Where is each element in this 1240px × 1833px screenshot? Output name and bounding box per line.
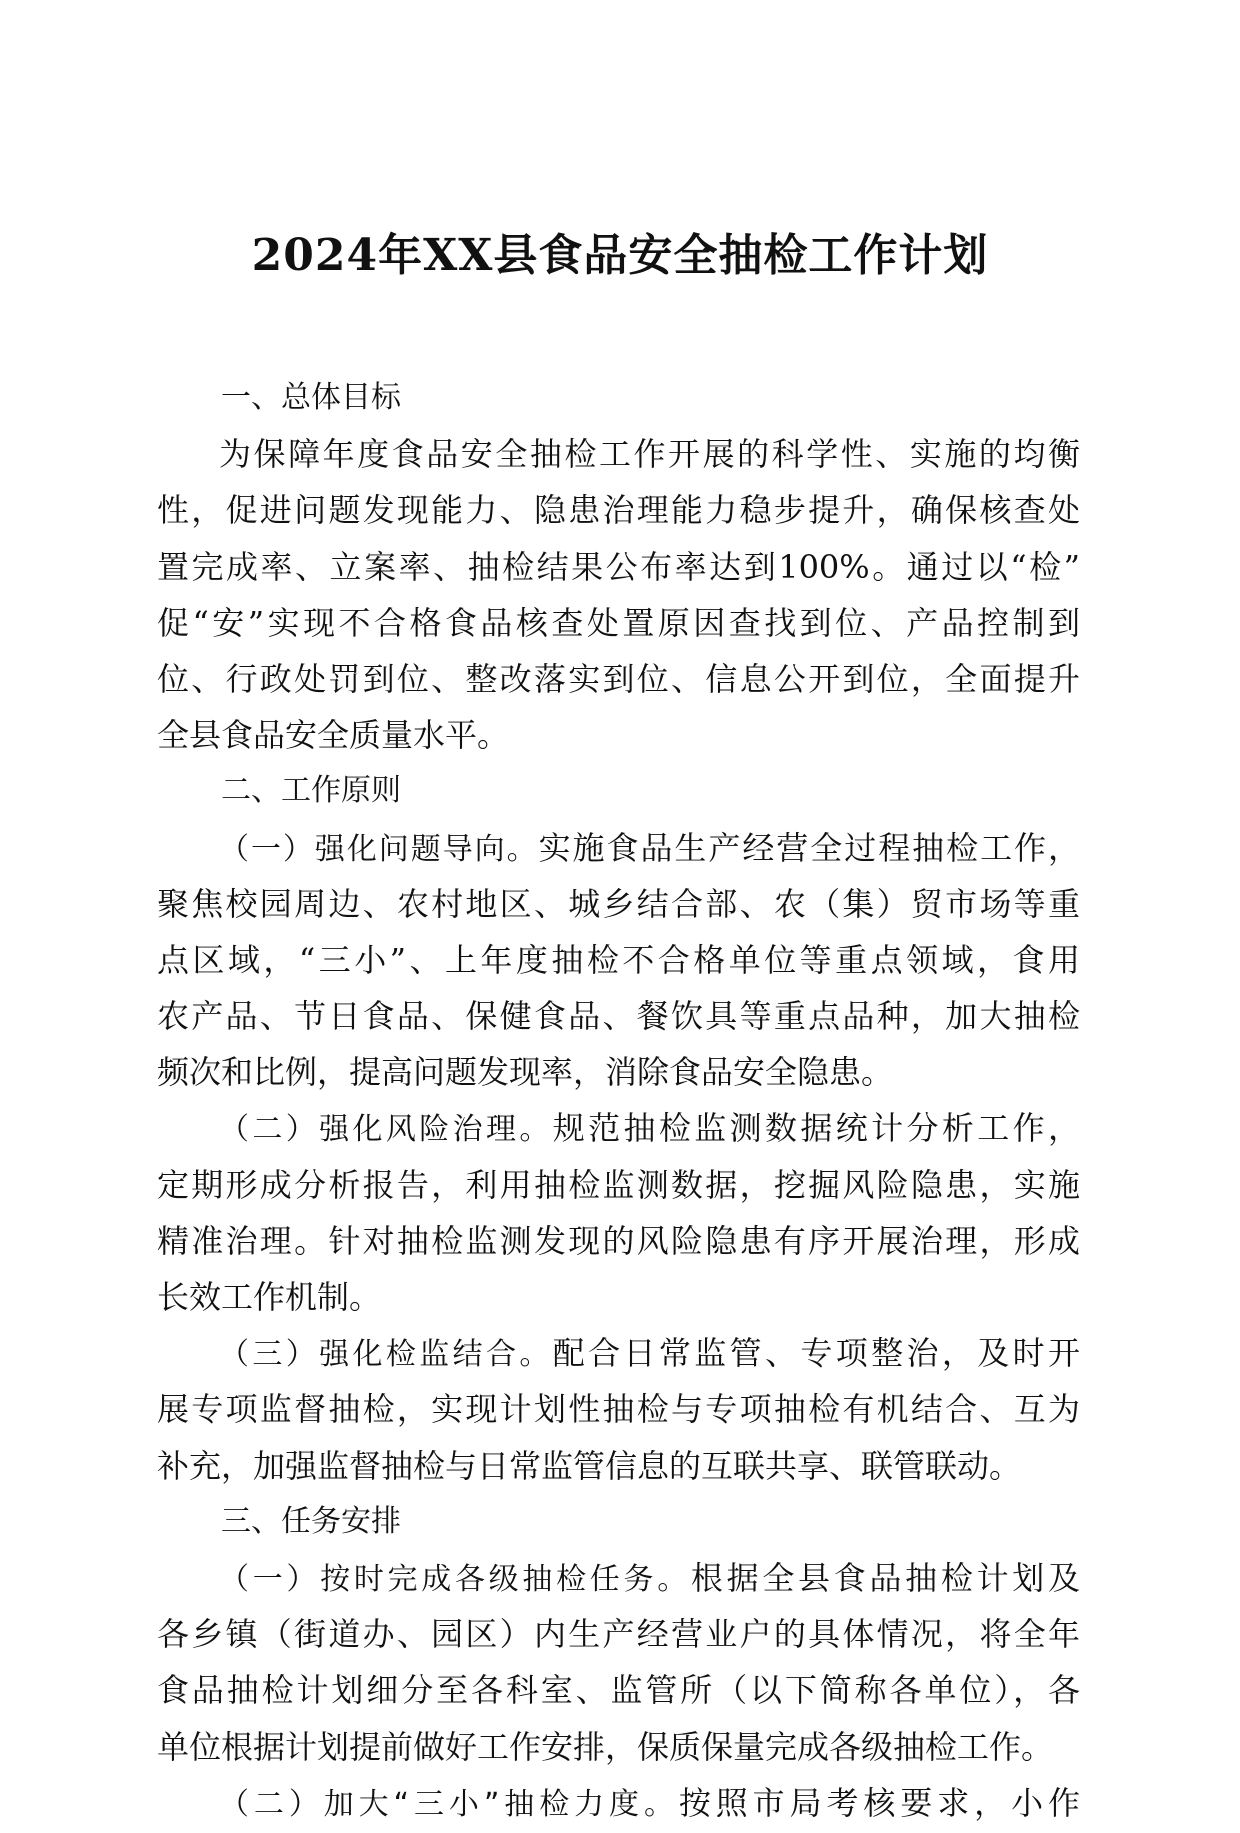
text-line: 精准治理。针对抽检监测发现的风险隐患有序开展治理，形成 (157, 1221, 1080, 1260)
text-line (157, 1325, 1080, 1381)
text-span: 实施食品生产经营全过程抽检工作， (538, 828, 1080, 867)
document-body (157, 370, 1080, 1831)
text-line: 为保障年度食品安全抽检工作开展的科学性、实施的均衡 (219, 435, 1080, 474)
text-line: 展专项监督抽检，实现计划性抽检与专项抽检有机结合、互为 (157, 1390, 1080, 1429)
text-line: 性，促进问题发现能力、隐患治理能力稳步提升，确保核查处 (157, 491, 1080, 530)
section-heading-overall-goals: 一、总体目标 (221, 380, 401, 415)
text-line: 置完成率、立案率、抽检结果公布率达到100%。通过以“检” (157, 547, 1080, 586)
text-line (157, 1775, 1080, 1831)
paragraph-complete-tasks (157, 1550, 1080, 1775)
subheading-risk-governance: （二）强化风险治理。 (219, 1112, 553, 1148)
text-line (157, 1550, 1080, 1606)
text-line (157, 820, 1080, 876)
text-line: 食品抽检计划细分至各科室、监管所（以下简称各单位），各 (157, 1671, 1080, 1710)
paragraph-inspection-supervision (157, 1325, 1080, 1494)
paragraph-risk-governance (157, 1100, 1080, 1325)
text-span: 配合日常监管、专项整治，及时开 (552, 1334, 1080, 1373)
text-line: 农产品、节日食品、保健食品、餐饮具等重点品种，加大抽检 (157, 997, 1080, 1036)
text-line: 频次和比例，提高问题发现率，消除食品安全隐患。 (157, 1053, 894, 1092)
text-line: 促“安”实现不合格食品核查处置原因查找到位、产品控制到 (157, 603, 1080, 642)
text-line (157, 1100, 1080, 1156)
text-span: 根据全县食品抽检计划及 (690, 1558, 1080, 1597)
text-span: 按照市局考核要求，小作 (678, 1783, 1080, 1822)
text-line: 定期形成分析报告，利用抽检监测数据，挖掘风险隐患，实施 (157, 1165, 1080, 1204)
text-line: 单位根据计划提前做好工作安排，保质保量完成各级抽检工作。 (157, 1727, 1054, 1766)
text-line: 长效工作机制。 (157, 1278, 382, 1316)
text-line: 补充，加强监督抽检与日常监管信息的互联共享、联管联动。 (157, 1446, 1022, 1485)
text-line: 点区域，“三小”、上年度抽检不合格单位等重点领域，食用 (157, 940, 1080, 979)
text-line: 全县食品安全质量水平。 (157, 716, 510, 755)
section-heading-work-principles: 二、工作原则 (221, 773, 401, 809)
subheading-problem-orientation: （一）强化问题导向。 (219, 831, 539, 867)
subheading-inspection-supervision: （三）强化检监结合。 (219, 1337, 553, 1373)
paragraph-three-small (157, 1775, 1080, 1831)
paragraph-overall-goals (157, 426, 1080, 763)
text-line: 位、行政处罚到位、整改落实到位、信息公开到位，全面提升 (157, 659, 1080, 698)
document-title: 2024年XX县食品安全抽检工作计划 (251, 230, 989, 281)
text-line: 聚焦校园周边、农村地区、城乡结合部、农（集）贸市场等重 (157, 884, 1080, 923)
section-heading-task-arrangement: 三、任务安排 (221, 1503, 401, 1539)
paragraph-problem-orientation (157, 820, 1080, 1101)
text-span: 规范抽检监测数据统计分析工作， (552, 1109, 1080, 1148)
subheading-three-small: （二）加大“三小”抽检力度。 (219, 1786, 679, 1822)
subheading-complete-tasks: （一）按时完成各级抽检任务。 (219, 1561, 691, 1597)
text-line: 各乡镇（街道办、园区）内生产经营业户的具体情况，将全年 (157, 1615, 1080, 1654)
